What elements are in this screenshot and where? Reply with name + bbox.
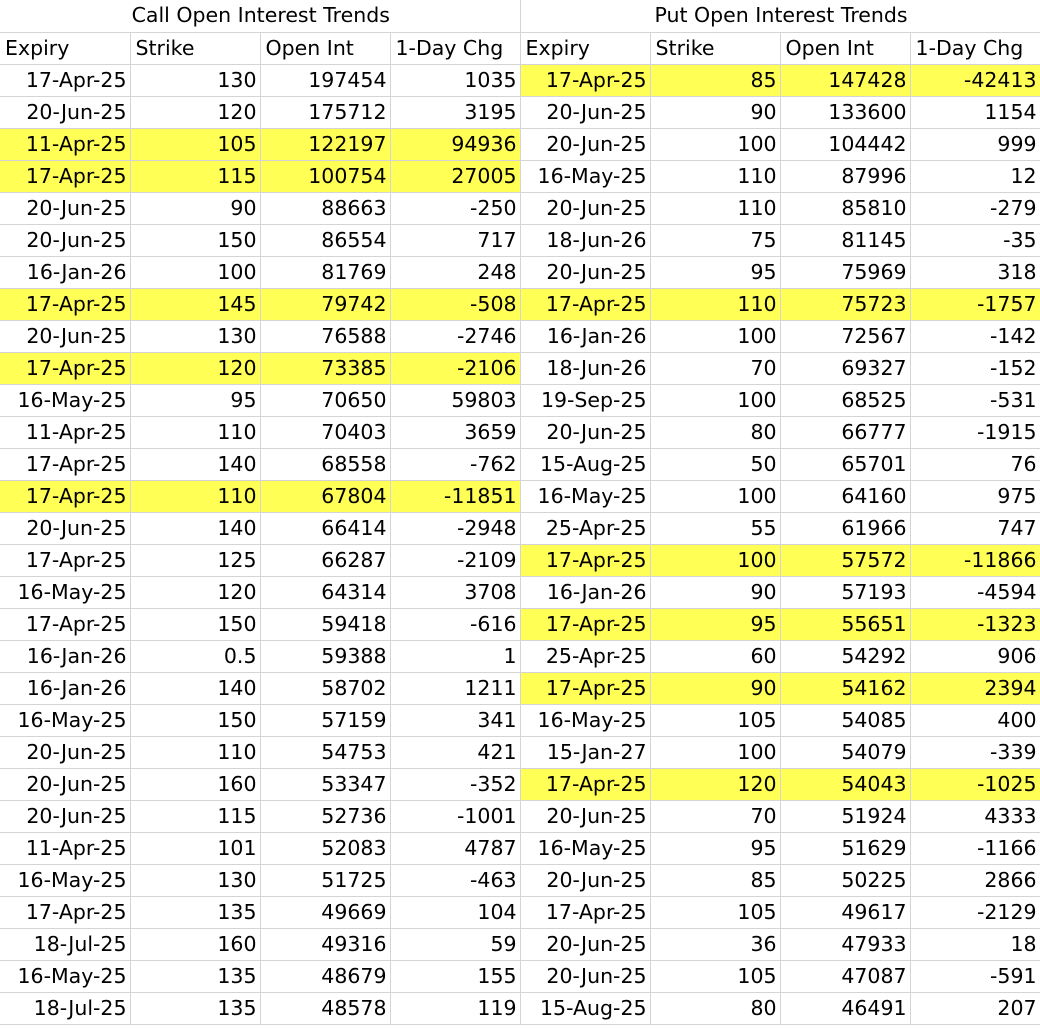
call-open-int-cell[interactable]: 66414 bbox=[260, 512, 390, 544]
call-open-int-cell[interactable]: 48578 bbox=[260, 992, 390, 1024]
table-row bbox=[0, 416, 1040, 448]
put-strike-cell[interactable]: 105 bbox=[650, 896, 780, 928]
call-open-int-cell[interactable]: 70650 bbox=[260, 384, 390, 416]
call-open-int-cell[interactable]: 76588 bbox=[260, 320, 390, 352]
call-day-chg-cell[interactable]: 3659 bbox=[390, 416, 520, 448]
put-strike-cell[interactable]: 100 bbox=[650, 384, 780, 416]
put-strike-cell[interactable]: 75 bbox=[650, 224, 780, 256]
call-day-chg-cell[interactable]: 155 bbox=[390, 960, 520, 992]
put-expiry-cell[interactable]: 16-May-25 bbox=[520, 480, 650, 512]
put-strike-cell[interactable]: 50 bbox=[650, 448, 780, 480]
call-expiry-cell[interactable]: 17-Apr-25 bbox=[0, 608, 130, 640]
put-expiry-cell[interactable]: 17-Apr-25 bbox=[520, 608, 650, 640]
put-day-chg-cell[interactable]: -11866 bbox=[910, 544, 1040, 576]
put-day-chg-cell[interactable]: 1154 bbox=[910, 96, 1040, 128]
put-strike-cell[interactable]: 100 bbox=[650, 544, 780, 576]
put-open-int-cell[interactable]: 57572 bbox=[780, 544, 910, 576]
put-strike-cell[interactable]: 100 bbox=[650, 736, 780, 768]
call-expiry-cell[interactable]: 20-Jun-25 bbox=[0, 320, 130, 352]
call-open-int-cell[interactable]: 73385 bbox=[260, 352, 390, 384]
call-open-int-cell[interactable]: 59418 bbox=[260, 608, 390, 640]
put-open-int-cell[interactable]: 57193 bbox=[780, 576, 910, 608]
call-strike-cell[interactable]: 160 bbox=[130, 768, 260, 800]
table-row bbox=[0, 800, 1040, 832]
table-row bbox=[0, 192, 1040, 224]
put-day-chg-cell[interactable]: -1915 bbox=[910, 416, 1040, 448]
call-expiry-cell[interactable]: 16-May-25 bbox=[0, 576, 130, 608]
put-expiry-cell[interactable]: 15-Aug-25 bbox=[520, 992, 650, 1024]
call-expiry-cell[interactable]: 11-Apr-25 bbox=[0, 832, 130, 864]
put-expiry-cell[interactable]: 25-Apr-25 bbox=[520, 640, 650, 672]
call-expiry-cell[interactable]: 11-Apr-25 bbox=[0, 128, 130, 160]
call-day-chg-cell[interactable]: 119 bbox=[390, 992, 520, 1024]
table-row bbox=[0, 864, 1040, 896]
call-open-int-cell[interactable]: 100754 bbox=[260, 160, 390, 192]
call-expiry-cell[interactable]: 16-May-25 bbox=[0, 704, 130, 736]
put-strike-header[interactable]: Strike bbox=[650, 32, 780, 64]
put-strike-cell[interactable]: 70 bbox=[650, 352, 780, 384]
call-open-int-cell[interactable]: 52736 bbox=[260, 800, 390, 832]
call-strike-header[interactable]: Strike bbox=[130, 32, 260, 64]
call-open-int-cell[interactable]: 58702 bbox=[260, 672, 390, 704]
table-row bbox=[0, 64, 1040, 96]
call-strike-cell[interactable]: 125 bbox=[130, 544, 260, 576]
call-day-chg-cell[interactable]: 248 bbox=[390, 256, 520, 288]
put-strike-cell[interactable]: 80 bbox=[650, 416, 780, 448]
call-strike-cell[interactable]: 130 bbox=[130, 64, 260, 96]
call-open-int-cell[interactable]: 70403 bbox=[260, 416, 390, 448]
put-strike-cell[interactable]: 95 bbox=[650, 832, 780, 864]
table-row bbox=[0, 672, 1040, 704]
put-day-chg-header[interactable]: 1-Day Chg bbox=[910, 32, 1040, 64]
call-open-int-cell[interactable]: 49669 bbox=[260, 896, 390, 928]
put-strike-cell[interactable]: 120 bbox=[650, 768, 780, 800]
call-day-chg-cell[interactable]: -2746 bbox=[390, 320, 520, 352]
put-open-int-cell[interactable]: 54079 bbox=[780, 736, 910, 768]
call-strike-cell[interactable]: 150 bbox=[130, 608, 260, 640]
call-expiry-cell[interactable]: 17-Apr-25 bbox=[0, 288, 130, 320]
put-expiry-cell[interactable]: 20-Jun-25 bbox=[520, 928, 650, 960]
call-day-chg-cell[interactable]: -1001 bbox=[390, 800, 520, 832]
call-day-chg-header[interactable]: 1-Day Chg bbox=[390, 32, 520, 64]
call-open-int-cell[interactable]: 59388 bbox=[260, 640, 390, 672]
table-row bbox=[0, 256, 1040, 288]
call-strike-cell[interactable]: 140 bbox=[130, 672, 260, 704]
put-expiry-cell[interactable]: 18-Jun-26 bbox=[520, 224, 650, 256]
put-day-chg-cell[interactable]: 12 bbox=[910, 160, 1040, 192]
call-expiry-cell[interactable]: 18-Jul-25 bbox=[0, 928, 130, 960]
call-strike-cell[interactable]: 160 bbox=[130, 928, 260, 960]
put-strike-cell[interactable]: 85 bbox=[650, 864, 780, 896]
put-strike-cell[interactable]: 110 bbox=[650, 160, 780, 192]
put-expiry-cell[interactable]: 20-Jun-25 bbox=[520, 960, 650, 992]
put-day-chg-cell[interactable]: -2129 bbox=[910, 896, 1040, 928]
put-strike-cell[interactable]: 105 bbox=[650, 704, 780, 736]
table-row bbox=[0, 928, 1040, 960]
call-expiry-cell[interactable]: 20-Jun-25 bbox=[0, 192, 130, 224]
put-title-cell[interactable]: Put Open Interest Trends bbox=[520, 0, 1040, 32]
put-open-int-cell[interactable]: 49617 bbox=[780, 896, 910, 928]
put-open-int-cell[interactable]: 47933 bbox=[780, 928, 910, 960]
put-day-chg-cell[interactable]: 400 bbox=[910, 704, 1040, 736]
put-expiry-cell[interactable]: 20-Jun-25 bbox=[520, 800, 650, 832]
call-day-chg-cell[interactable]: 59803 bbox=[390, 384, 520, 416]
call-strike-cell[interactable]: 120 bbox=[130, 352, 260, 384]
put-day-chg-cell[interactable]: -1166 bbox=[910, 832, 1040, 864]
put-strike-cell[interactable]: 85 bbox=[650, 64, 780, 96]
table-row bbox=[0, 640, 1040, 672]
put-open-int-cell[interactable]: 75723 bbox=[780, 288, 910, 320]
table-row bbox=[0, 480, 1040, 512]
put-expiry-cell[interactable]: 17-Apr-25 bbox=[520, 64, 650, 96]
put-expiry-cell[interactable]: 15-Jan-27 bbox=[520, 736, 650, 768]
call-expiry-cell[interactable]: 16-Jan-26 bbox=[0, 672, 130, 704]
call-open-int-header[interactable]: Open Int bbox=[260, 32, 390, 64]
call-expiry-cell[interactable]: 20-Jun-25 bbox=[0, 512, 130, 544]
put-day-chg-cell[interactable]: 2866 bbox=[910, 864, 1040, 896]
call-expiry-cell[interactable]: 20-Jun-25 bbox=[0, 800, 130, 832]
call-expiry-header[interactable]: Expiry bbox=[0, 32, 130, 64]
call-day-chg-cell[interactable]: -2106 bbox=[390, 352, 520, 384]
put-open-int-cell[interactable]: 50225 bbox=[780, 864, 910, 896]
call-day-chg-cell[interactable]: 1 bbox=[390, 640, 520, 672]
put-open-int-cell[interactable]: 54292 bbox=[780, 640, 910, 672]
call-open-int-cell[interactable]: 66287 bbox=[260, 544, 390, 576]
call-strike-cell[interactable]: 120 bbox=[130, 576, 260, 608]
put-expiry-cell[interactable]: 17-Apr-25 bbox=[520, 672, 650, 704]
put-day-chg-cell[interactable]: 18 bbox=[910, 928, 1040, 960]
call-open-int-cell[interactable]: 79742 bbox=[260, 288, 390, 320]
call-open-int-cell[interactable]: 197454 bbox=[260, 64, 390, 96]
table-row bbox=[0, 704, 1040, 736]
call-expiry-cell[interactable]: 17-Apr-25 bbox=[0, 448, 130, 480]
header-row bbox=[0, 32, 1040, 64]
put-day-chg-cell[interactable]: -42413 bbox=[910, 64, 1040, 96]
call-day-chg-cell[interactable]: 4787 bbox=[390, 832, 520, 864]
put-expiry-cell[interactable]: 16-Jan-26 bbox=[520, 576, 650, 608]
call-strike-cell[interactable]: 110 bbox=[130, 736, 260, 768]
call-strike-cell[interactable]: 110 bbox=[130, 416, 260, 448]
call-day-chg-cell[interactable]: 421 bbox=[390, 736, 520, 768]
put-expiry-cell[interactable]: 16-May-25 bbox=[520, 832, 650, 864]
put-open-int-cell[interactable]: 47087 bbox=[780, 960, 910, 992]
put-expiry-cell[interactable]: 18-Jun-26 bbox=[520, 352, 650, 384]
call-strike-cell[interactable]: 130 bbox=[130, 320, 260, 352]
call-strike-cell[interactable]: 140 bbox=[130, 448, 260, 480]
title-row bbox=[0, 0, 1040, 32]
put-day-chg-cell[interactable]: -591 bbox=[910, 960, 1040, 992]
table-row bbox=[0, 832, 1040, 864]
call-day-chg-cell[interactable]: 3708 bbox=[390, 576, 520, 608]
table-row bbox=[0, 128, 1040, 160]
call-strike-cell[interactable]: 115 bbox=[130, 800, 260, 832]
call-open-int-cell[interactable]: 175712 bbox=[260, 96, 390, 128]
put-strike-cell[interactable]: 110 bbox=[650, 288, 780, 320]
put-open-int-cell[interactable]: 64160 bbox=[780, 480, 910, 512]
call-open-int-cell[interactable]: 88663 bbox=[260, 192, 390, 224]
table-row bbox=[0, 160, 1040, 192]
put-strike-cell[interactable]: 100 bbox=[650, 320, 780, 352]
put-day-chg-cell[interactable]: 975 bbox=[910, 480, 1040, 512]
call-expiry-cell[interactable]: 16-May-25 bbox=[0, 960, 130, 992]
put-strike-cell[interactable]: 90 bbox=[650, 576, 780, 608]
put-strike-cell[interactable]: 90 bbox=[650, 672, 780, 704]
call-strike-cell[interactable]: 100 bbox=[130, 256, 260, 288]
call-expiry-cell[interactable]: 20-Jun-25 bbox=[0, 736, 130, 768]
put-expiry-cell[interactable]: 20-Jun-25 bbox=[520, 864, 650, 896]
call-open-int-cell[interactable]: 51725 bbox=[260, 864, 390, 896]
call-expiry-cell[interactable]: 16-Jan-26 bbox=[0, 256, 130, 288]
call-title-cell[interactable]: Call Open Interest Trends bbox=[0, 0, 520, 32]
call-day-chg-cell[interactable]: 717 bbox=[390, 224, 520, 256]
put-day-chg-cell[interactable]: 207 bbox=[910, 992, 1040, 1024]
call-open-int-cell[interactable]: 122197 bbox=[260, 128, 390, 160]
put-expiry-cell[interactable]: 16-May-25 bbox=[520, 704, 650, 736]
put-day-chg-cell[interactable]: 4333 bbox=[910, 800, 1040, 832]
put-open-int-cell[interactable]: 61966 bbox=[780, 512, 910, 544]
put-open-int-cell[interactable]: 85810 bbox=[780, 192, 910, 224]
put-strike-cell[interactable]: 100 bbox=[650, 480, 780, 512]
put-open-int-header[interactable]: Open Int bbox=[780, 32, 910, 64]
call-expiry-cell[interactable]: 20-Jun-25 bbox=[0, 96, 130, 128]
put-strike-cell[interactable]: 110 bbox=[650, 192, 780, 224]
table-row bbox=[0, 768, 1040, 800]
put-day-chg-cell[interactable]: 906 bbox=[910, 640, 1040, 672]
table-row bbox=[0, 992, 1040, 1024]
table-row bbox=[0, 288, 1040, 320]
put-expiry-cell[interactable]: 20-Jun-25 bbox=[520, 96, 650, 128]
put-open-int-cell[interactable]: 55651 bbox=[780, 608, 910, 640]
call-expiry-cell[interactable]: 20-Jun-25 bbox=[0, 224, 130, 256]
call-expiry-cell[interactable]: 16-May-25 bbox=[0, 384, 130, 416]
put-day-chg-cell[interactable]: -1025 bbox=[910, 768, 1040, 800]
call-expiry-cell[interactable]: 17-Apr-25 bbox=[0, 64, 130, 96]
call-open-int-cell[interactable]: 53347 bbox=[260, 768, 390, 800]
call-expiry-cell[interactable]: 16-Jan-26 bbox=[0, 640, 130, 672]
put-open-int-cell[interactable]: 68525 bbox=[780, 384, 910, 416]
call-day-chg-cell[interactable]: -352 bbox=[390, 768, 520, 800]
put-open-int-cell[interactable]: 72567 bbox=[780, 320, 910, 352]
put-strike-cell[interactable]: 36 bbox=[650, 928, 780, 960]
call-day-chg-cell[interactable]: -463 bbox=[390, 864, 520, 896]
call-day-chg-cell[interactable]: -2109 bbox=[390, 544, 520, 576]
call-expiry-cell[interactable]: 11-Apr-25 bbox=[0, 416, 130, 448]
call-strike-cell[interactable]: 135 bbox=[130, 960, 260, 992]
put-day-chg-cell[interactable]: 2394 bbox=[910, 672, 1040, 704]
call-day-chg-cell[interactable]: 1211 bbox=[390, 672, 520, 704]
put-open-int-cell[interactable]: 46491 bbox=[780, 992, 910, 1024]
table-row bbox=[0, 576, 1040, 608]
call-expiry-cell[interactable]: 18-Jul-25 bbox=[0, 992, 130, 1024]
put-day-chg-cell[interactable]: -142 bbox=[910, 320, 1040, 352]
put-day-chg-cell[interactable]: -35 bbox=[910, 224, 1040, 256]
put-day-chg-cell[interactable]: -4594 bbox=[910, 576, 1040, 608]
call-day-chg-cell[interactable]: 94936 bbox=[390, 128, 520, 160]
call-open-int-cell[interactable]: 57159 bbox=[260, 704, 390, 736]
put-expiry-cell[interactable]: 25-Apr-25 bbox=[520, 512, 650, 544]
put-expiry-cell[interactable]: 17-Apr-25 bbox=[520, 768, 650, 800]
call-day-chg-cell[interactable]: 3195 bbox=[390, 96, 520, 128]
call-day-chg-cell[interactable]: -616 bbox=[390, 608, 520, 640]
table-row bbox=[0, 896, 1040, 928]
call-day-chg-cell[interactable]: -11851 bbox=[390, 480, 520, 512]
call-strike-cell[interactable]: 135 bbox=[130, 896, 260, 928]
put-strike-cell[interactable]: 70 bbox=[650, 800, 780, 832]
call-strike-cell[interactable]: 0.5 bbox=[130, 640, 260, 672]
call-strike-cell[interactable]: 145 bbox=[130, 288, 260, 320]
call-open-int-cell[interactable]: 49316 bbox=[260, 928, 390, 960]
call-strike-cell[interactable]: 95 bbox=[130, 384, 260, 416]
put-open-int-cell[interactable]: 54085 bbox=[780, 704, 910, 736]
table-row bbox=[0, 96, 1040, 128]
put-day-chg-cell[interactable]: -1757 bbox=[910, 288, 1040, 320]
call-day-chg-cell[interactable]: -2948 bbox=[390, 512, 520, 544]
call-day-chg-cell[interactable]: 1035 bbox=[390, 64, 520, 96]
put-day-chg-cell[interactable]: -152 bbox=[910, 352, 1040, 384]
table-row bbox=[0, 320, 1040, 352]
table-row bbox=[0, 512, 1040, 544]
put-expiry-cell[interactable]: 20-Jun-25 bbox=[520, 416, 650, 448]
call-strike-cell[interactable]: 110 bbox=[130, 480, 260, 512]
call-strike-cell[interactable]: 140 bbox=[130, 512, 260, 544]
put-strike-cell[interactable]: 60 bbox=[650, 640, 780, 672]
call-open-int-cell[interactable]: 67804 bbox=[260, 480, 390, 512]
table-row bbox=[0, 448, 1040, 480]
put-day-chg-cell[interactable]: -1323 bbox=[910, 608, 1040, 640]
put-expiry-cell[interactable]: 19-Sep-25 bbox=[520, 384, 650, 416]
call-open-int-cell[interactable]: 68558 bbox=[260, 448, 390, 480]
call-expiry-cell[interactable]: 17-Apr-25 bbox=[0, 352, 130, 384]
call-strike-cell[interactable]: 135 bbox=[130, 992, 260, 1024]
put-expiry-header[interactable]: Expiry bbox=[520, 32, 650, 64]
call-open-int-cell[interactable]: 86554 bbox=[260, 224, 390, 256]
put-strike-cell[interactable]: 55 bbox=[650, 512, 780, 544]
put-open-int-cell[interactable]: 51629 bbox=[780, 832, 910, 864]
table-row bbox=[0, 352, 1040, 384]
call-expiry-cell[interactable]: 16-May-25 bbox=[0, 864, 130, 896]
put-open-int-cell[interactable]: 147428 bbox=[780, 64, 910, 96]
call-strike-cell[interactable]: 130 bbox=[130, 864, 260, 896]
put-strike-cell[interactable]: 100 bbox=[650, 128, 780, 160]
put-expiry-cell[interactable]: 15-Aug-25 bbox=[520, 448, 650, 480]
put-open-int-cell[interactable]: 51924 bbox=[780, 800, 910, 832]
call-day-chg-cell[interactable]: -250 bbox=[390, 192, 520, 224]
put-open-int-cell[interactable]: 66777 bbox=[780, 416, 910, 448]
put-day-chg-cell[interactable]: 747 bbox=[910, 512, 1040, 544]
put-day-chg-cell[interactable]: -339 bbox=[910, 736, 1040, 768]
table-row bbox=[0, 960, 1040, 992]
put-strike-cell[interactable]: 105 bbox=[650, 960, 780, 992]
call-open-int-cell[interactable]: 54753 bbox=[260, 736, 390, 768]
call-day-chg-cell[interactable]: 104 bbox=[390, 896, 520, 928]
call-day-chg-cell[interactable]: 341 bbox=[390, 704, 520, 736]
put-open-int-cell[interactable]: 81145 bbox=[780, 224, 910, 256]
put-expiry-cell[interactable]: 20-Jun-25 bbox=[520, 128, 650, 160]
call-open-int-cell[interactable]: 64314 bbox=[260, 576, 390, 608]
put-open-int-cell[interactable]: 54162 bbox=[780, 672, 910, 704]
table-row bbox=[0, 608, 1040, 640]
put-open-int-cell[interactable]: 69327 bbox=[780, 352, 910, 384]
call-day-chg-cell[interactable]: -508 bbox=[390, 288, 520, 320]
call-strike-cell[interactable]: 150 bbox=[130, 224, 260, 256]
put-strike-cell[interactable]: 95 bbox=[650, 256, 780, 288]
put-day-chg-cell[interactable]: -531 bbox=[910, 384, 1040, 416]
put-expiry-cell[interactable]: 16-May-25 bbox=[520, 160, 650, 192]
put-open-int-cell[interactable]: 133600 bbox=[780, 96, 910, 128]
put-expiry-cell[interactable]: 17-Apr-25 bbox=[520, 896, 650, 928]
call-expiry-cell[interactable]: 17-Apr-25 bbox=[0, 480, 130, 512]
table-row bbox=[0, 384, 1040, 416]
table-row bbox=[0, 544, 1040, 576]
put-open-int-cell[interactable]: 65701 bbox=[780, 448, 910, 480]
put-open-int-cell[interactable]: 104442 bbox=[780, 128, 910, 160]
put-expiry-cell[interactable]: 17-Apr-25 bbox=[520, 544, 650, 576]
put-open-int-cell[interactable]: 54043 bbox=[780, 768, 910, 800]
put-expiry-cell[interactable]: 16-Jan-26 bbox=[520, 320, 650, 352]
call-strike-cell[interactable]: 150 bbox=[130, 704, 260, 736]
call-expiry-cell[interactable]: 20-Jun-25 bbox=[0, 768, 130, 800]
put-day-chg-cell[interactable]: -279 bbox=[910, 192, 1040, 224]
put-day-chg-cell[interactable]: 318 bbox=[910, 256, 1040, 288]
put-expiry-cell[interactable]: 20-Jun-25 bbox=[520, 192, 650, 224]
put-strike-cell[interactable]: 95 bbox=[650, 608, 780, 640]
put-day-chg-cell[interactable]: 76 bbox=[910, 448, 1040, 480]
put-expiry-cell[interactable]: 17-Apr-25 bbox=[520, 288, 650, 320]
call-open-int-cell[interactable]: 81769 bbox=[260, 256, 390, 288]
table-row bbox=[0, 736, 1040, 768]
call-strike-cell[interactable]: 90 bbox=[130, 192, 260, 224]
call-expiry-cell[interactable]: 17-Apr-25 bbox=[0, 160, 130, 192]
call-strike-cell[interactable]: 115 bbox=[130, 160, 260, 192]
table-row bbox=[0, 224, 1040, 256]
call-expiry-cell[interactable]: 17-Apr-25 bbox=[0, 896, 130, 928]
call-open-int-cell[interactable]: 48679 bbox=[260, 960, 390, 992]
call-open-int-cell[interactable]: 52083 bbox=[260, 832, 390, 864]
call-strike-cell[interactable]: 101 bbox=[130, 832, 260, 864]
put-strike-cell[interactable]: 80 bbox=[650, 992, 780, 1024]
put-day-chg-cell[interactable]: 999 bbox=[910, 128, 1040, 160]
put-open-int-cell[interactable]: 87996 bbox=[780, 160, 910, 192]
put-expiry-cell[interactable]: 20-Jun-25 bbox=[520, 256, 650, 288]
call-day-chg-cell[interactable]: 59 bbox=[390, 928, 520, 960]
put-open-int-cell[interactable]: 75969 bbox=[780, 256, 910, 288]
call-day-chg-cell[interactable]: 27005 bbox=[390, 160, 520, 192]
put-strike-cell[interactable]: 90 bbox=[650, 96, 780, 128]
call-expiry-cell[interactable]: 17-Apr-25 bbox=[0, 544, 130, 576]
call-day-chg-cell[interactable]: -762 bbox=[390, 448, 520, 480]
call-strike-cell[interactable]: 120 bbox=[130, 96, 260, 128]
call-strike-cell[interactable]: 105 bbox=[130, 128, 260, 160]
